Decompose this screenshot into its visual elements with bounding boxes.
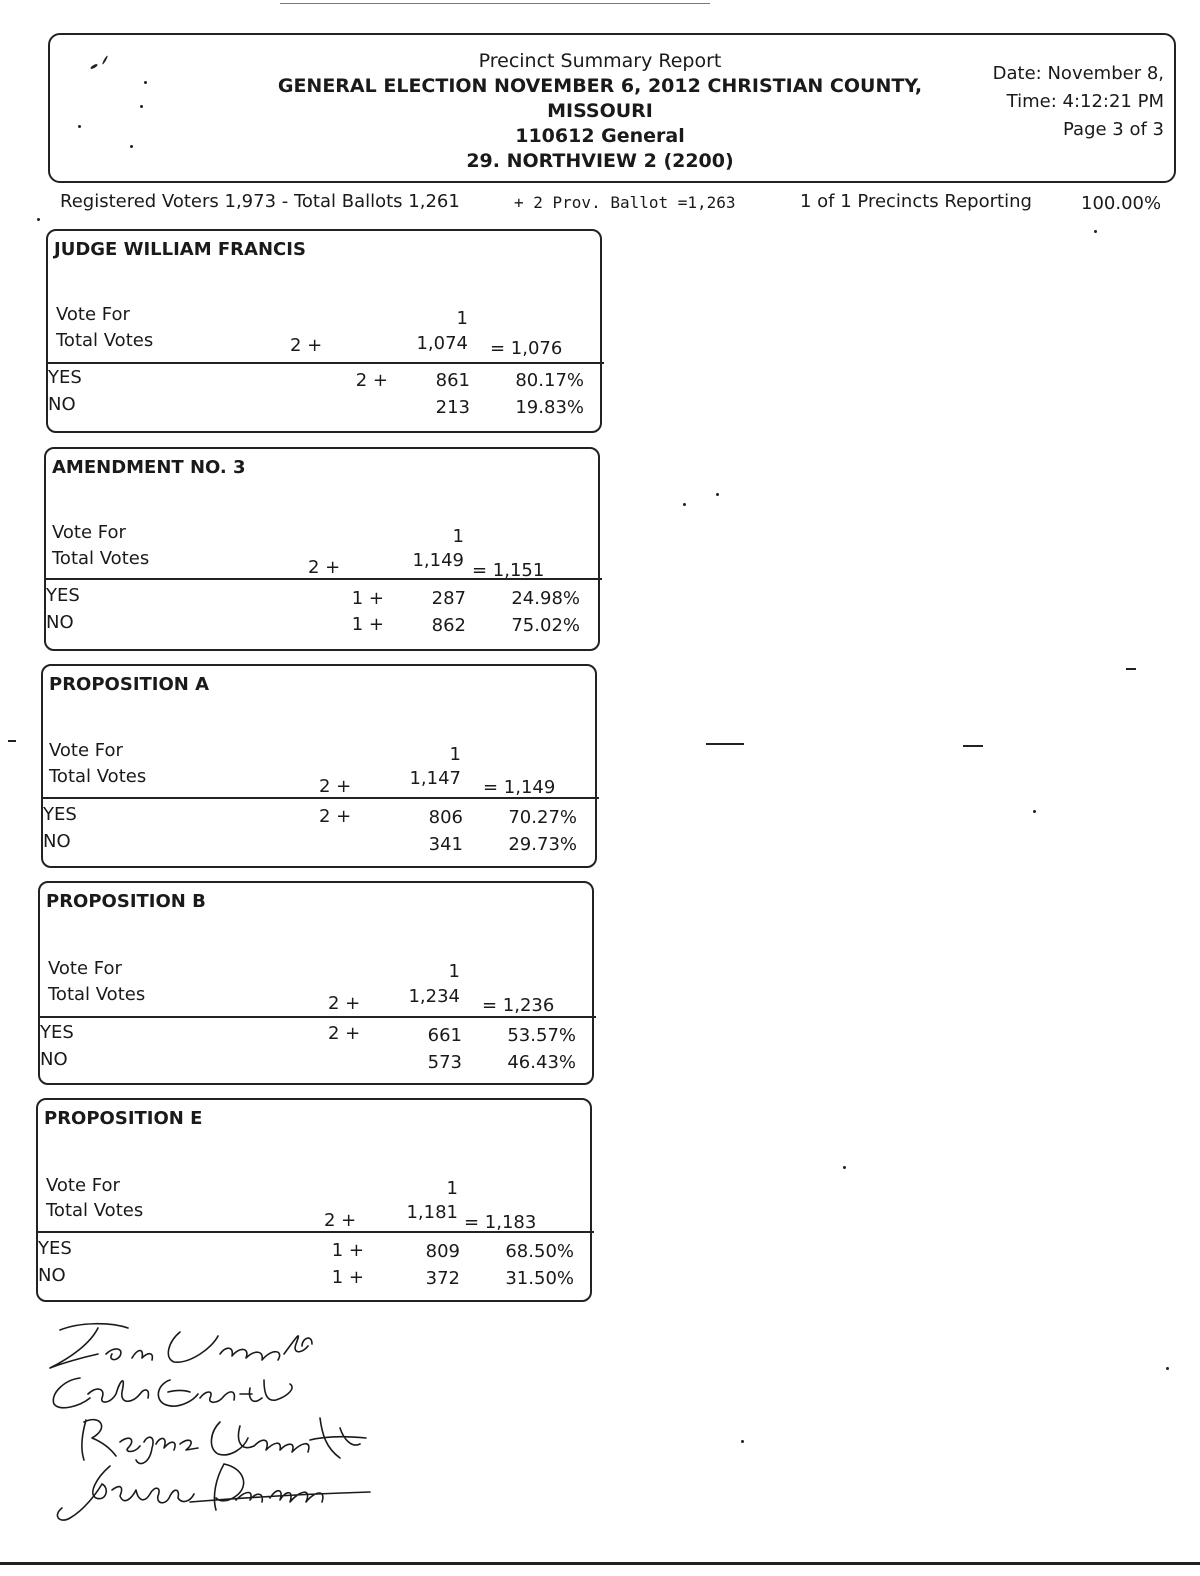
total-votes-label: Total Votes [49,766,147,787]
scan-speck [90,63,98,70]
no-percent: 75.02% [511,615,580,636]
total-votes: 1,234 [408,986,460,1007]
top-edge [0,0,1200,6]
yes-votes: 809 [425,1241,460,1262]
row-divider [46,362,604,364]
scan-speck [1126,668,1136,670]
vote-for-count: 1 [456,308,468,329]
no-percent: 31.50% [505,1268,574,1289]
grand-total: = 1,236 [482,995,555,1016]
total-votes-label: Total Votes [46,1200,144,1221]
total-provisional: 2 + [328,993,361,1014]
yes-provisional: 2 + [328,1023,361,1044]
scan-speck [1094,230,1097,233]
yes-label: YES [46,585,80,606]
contest-title: PROPOSITION A [49,674,210,695]
signature-1 [50,1324,312,1368]
total-provisional: 2 + [319,776,352,797]
vote-for-label: Vote For [56,304,130,325]
scan-speck [716,493,719,496]
report-meta [944,60,1164,144]
ballot-summary [60,191,1180,221]
scan-speck [1166,1367,1169,1370]
no-label: NO [46,612,74,633]
no-votes: 341 [428,834,463,855]
yes-percent: 24.98% [511,588,580,609]
report-time: Time: 4:12:21 PM [1006,91,1164,112]
contest-judge-william-francis [46,229,602,433]
grand-total: = 1,076 [490,338,563,359]
total-votes: 1,149 [412,550,464,571]
total-provisional: 2 + [324,1210,357,1231]
no-label: NO [48,394,76,415]
scan-speck [78,125,81,128]
yes-percent: 80.17% [515,370,584,391]
bottom-edge [0,1562,1200,1565]
yes-label: YES [43,804,77,825]
provisional-ballots: + 2 Prov. Ballot =1,263 [514,193,736,212]
yes-provisional: 1 + [351,588,384,609]
vote-for-count: 1 [448,961,460,982]
scan-speck [140,105,143,108]
yes-votes: 287 [431,588,466,609]
scan-speck [963,745,983,747]
page-number: Page 3 of 3 [1063,119,1164,140]
total-votes: 1,147 [409,768,461,789]
row-divider [41,797,599,799]
total-votes-label: Total Votes [56,330,154,351]
precincts-reporting: 1 of 1 Precincts Reporting [800,191,1032,212]
yes-percent: 53.57% [507,1025,576,1046]
signature-3 [82,1418,366,1464]
yes-provisional: 2 + [319,806,352,827]
no-votes: 573 [427,1052,462,1073]
yes-percent: 68.50% [505,1241,574,1262]
vote-for-label: Vote For [49,740,123,761]
contest-proposition-e [36,1098,592,1302]
election-name: GENERAL ELECTION NOVEMBER 6, 2012 CHRISTIAN COUNTY, [277,75,923,97]
yes-votes: 806 [428,807,463,828]
contest-proposition-a [41,664,597,868]
signature-drawing [40,1318,420,1538]
yes-label: YES [40,1022,74,1043]
no-percent: 46.43% [507,1052,576,1073]
scan-speck [741,1440,744,1443]
election-code: 110612 General [515,125,685,147]
scan-speck [8,740,16,742]
total-votes-label: Total Votes [48,984,146,1005]
signatures [40,1318,420,1538]
contest-title: JUDGE WILLIAM FRANCIS [54,239,306,260]
no-votes: 372 [425,1268,460,1289]
yes-provisional: 1 + [331,1240,364,1261]
reporting-percent: 100.00% [1081,193,1162,214]
scan-speck [1033,810,1036,813]
no-label: NO [43,831,71,852]
vote-for-count: 1 [452,526,464,547]
yes-label: YES [38,1238,72,1259]
vote-for-label: Vote For [52,522,126,543]
contest-title: AMENDMENT NO. 3 [52,457,246,478]
row-divider [36,1231,594,1233]
report-date: Date: November 8, [992,63,1164,84]
total-votes-label: Total Votes [52,548,150,569]
no-votes: 862 [431,615,466,636]
vote-for-count: 1 [449,744,461,765]
no-provisional: 1 + [331,1267,364,1288]
scan-speck [102,55,109,65]
total-votes: 1,181 [406,1202,458,1223]
no-provisional: 1 + [351,614,384,635]
scan-speck [706,743,744,745]
no-label: NO [38,1265,66,1286]
scan-speck [130,145,133,148]
scan-speck [683,503,686,506]
grand-total: = 1,183 [464,1212,537,1233]
scan-speck [37,218,40,221]
row-divider [44,578,602,580]
total-provisional: 2 + [290,335,323,356]
yes-votes: 661 [427,1025,462,1046]
election-state: MISSOURI [547,100,653,122]
no-label: NO [40,1049,68,1070]
no-percent: 19.83% [515,397,584,418]
yes-provisional: 2 + [355,370,388,391]
signature-4 [57,1464,370,1520]
report-title: Precinct Summary Report [478,50,722,72]
grand-total: = 1,151 [472,560,545,581]
contest-amendment-no-3 [44,447,600,651]
scan-speck [144,81,147,84]
vote-for-label: Vote For [46,1175,120,1196]
yes-votes: 861 [435,370,470,391]
contest-title: PROPOSITION B [46,891,206,912]
total-votes: 1,074 [416,333,468,354]
yes-label: YES [48,367,82,388]
scan-speck [843,1166,846,1169]
grand-total: = 1,149 [483,777,556,798]
no-percent: 29.73% [508,834,577,855]
contest-proposition-b [38,881,594,1085]
precinct-name: 29. NORTHVIEW 2 (2200) [466,150,734,172]
vote-for-label: Vote For [48,958,122,979]
registered-voters: Registered Voters 1,973 - Total Ballots 1,261 [60,191,460,212]
yes-percent: 70.27% [508,807,577,828]
vote-for-count: 1 [446,1178,458,1199]
header-title-block [240,49,960,174]
signature-2 [53,1378,292,1408]
row-divider [38,1016,596,1018]
no-votes: 213 [435,397,470,418]
contest-title: PROPOSITION E [44,1108,203,1129]
total-provisional: 2 + [308,557,341,578]
report-header [48,33,1176,183]
